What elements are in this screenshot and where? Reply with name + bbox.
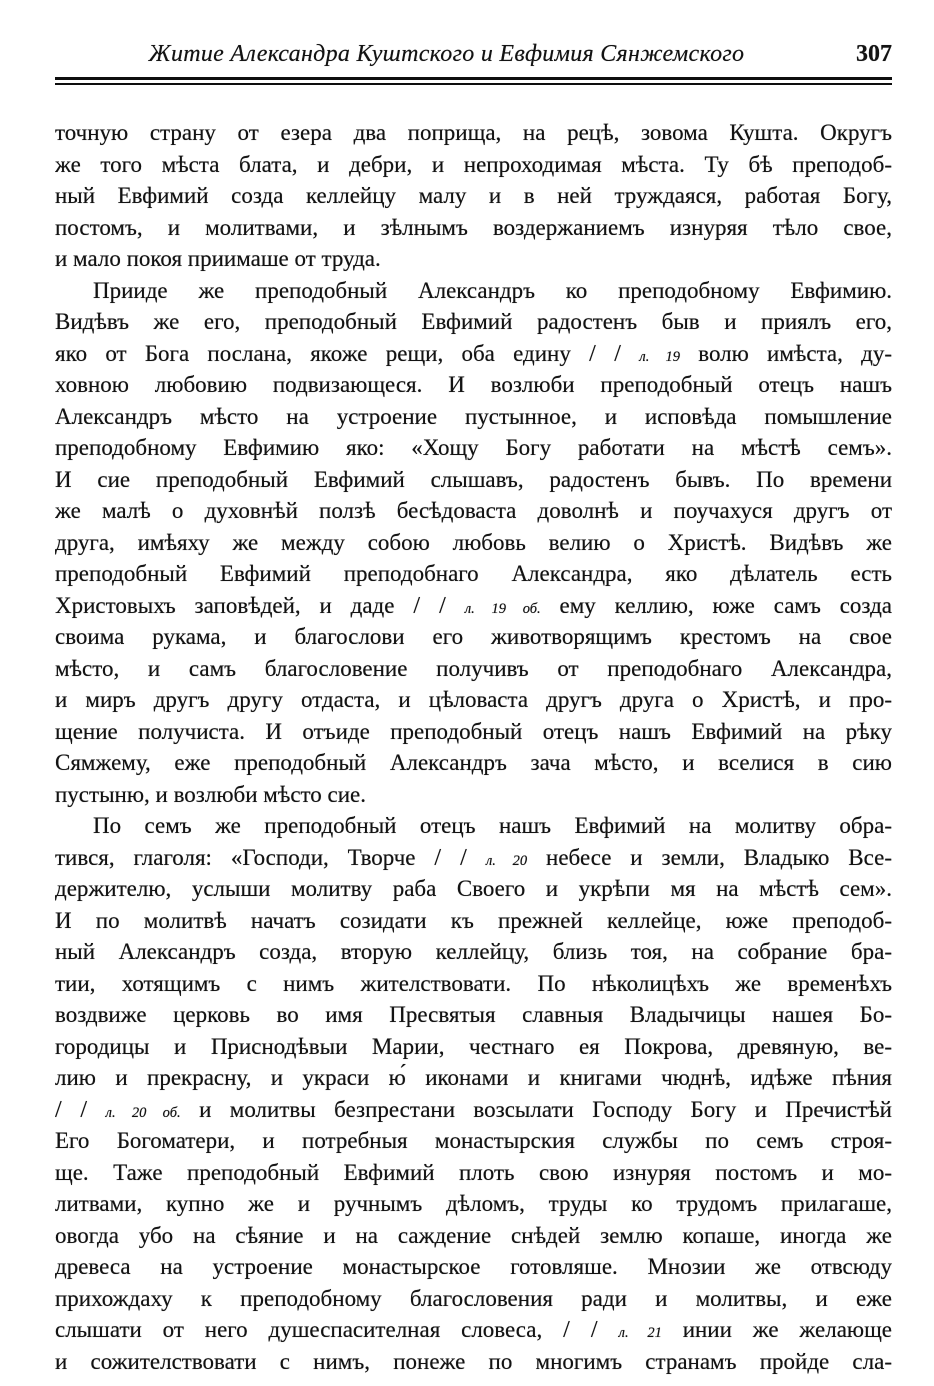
text-segment: и мало покоя приимаше от труда. <box>55 246 381 271</box>
text-segment: ще. Таже преподобный Евфимий плоть свою изнуряя постомъ и мо- <box>55 1159 892 1185</box>
header-double-rule <box>55 77 892 85</box>
text-segment: тився, глаголя: «Господи, Творче <box>55 844 435 870</box>
text-segment: друга, имѣяху же между собою любовь велию о Христѣ. Видѣвъ же <box>55 529 892 555</box>
text-segment: волю имѣста, ду- <box>680 340 892 366</box>
text-segment: Сямжему, еже преподобный Александръ зача мѣсто, и вселися в сию <box>55 750 892 775</box>
running-title: Житие Александра Куштского и Евфимия Сянжемского <box>148 41 745 67</box>
text-segment: городицы и Приснодѣвыи Марии, честнаго ея Покрова, древяную, ве- <box>55 1033 892 1059</box>
text-segment: и миръ другъ другу отдаста, и цѣловаста другъ друга о Христѣ, и про- <box>55 687 892 712</box>
text-segment: Христовыхъ заповѣдей, и даде <box>55 592 414 618</box>
text-line <box>55 1283 892 1315</box>
text-line <box>55 590 892 622</box>
text-segment: и молитвы безпрестани возсылати Господу Богу и Пречистѣй <box>180 1096 892 1122</box>
text-segment: литвами, купно же и ручнымъ дѣломъ, труды ко трудомъ прилагаше, <box>55 1191 892 1216</box>
text-segment: И по молитвѣ начатъ созидати къ прежней келлейце, юже преподоб- <box>55 907 892 933</box>
text-line <box>55 180 892 212</box>
text-line <box>55 495 892 527</box>
folio-slash-marker: / / <box>55 1096 106 1123</box>
text-segment: и сожителствовати с нимъ, понеже по многимъ странамъ пройде сла- <box>55 1348 892 1374</box>
text-line <box>55 527 892 559</box>
text-segment: Прииде же преподобный Александръ ко преподобному Евфимию. <box>93 277 892 303</box>
text-line <box>55 716 892 748</box>
text-line <box>55 810 892 842</box>
text-line <box>55 1251 892 1283</box>
text-segment: Его Богоматери, и потребныя монастырския службы по семъ строя- <box>55 1128 892 1153</box>
text-segment: Видѣвъ же его, преподобный Евфимий радостенъ быв и приялъ его, <box>55 309 892 334</box>
folio-slash-marker: / / <box>434 844 486 871</box>
text-segment: Александръ мѣсто на устроение пустынное, и исповѣда помышление <box>55 403 892 429</box>
text-segment: пустыню, и возлюби мѣсто сие. <box>55 781 367 807</box>
text-line <box>55 1062 892 1094</box>
text-segment: лию и прекрасну, и украси ю́ иконами и книгами чюднѣ, идѣже пѣния <box>55 1065 892 1090</box>
text-line <box>55 306 892 338</box>
text-segment: древеса на устроение монастырское готовляше. Мнозии же отвсюду <box>55 1254 892 1279</box>
text-segment: ный Александръ созда, вторую келлейцу, близь тоя, на собрание бра- <box>55 939 892 964</box>
text-line <box>55 149 892 181</box>
text-line <box>55 369 892 401</box>
text-line <box>55 653 892 685</box>
text-segment: слышати от него душеспасителная словеса, <box>55 1317 564 1342</box>
text-line <box>55 1220 892 1252</box>
text-segment: постомъ, и молитвами, и зѣлнымъ воздержаниемъ изнуряя тѣло свое, <box>55 214 892 240</box>
paragraph <box>55 117 892 275</box>
text-line <box>55 621 892 653</box>
text-segment: точную страну от езера два поприща, на рецѣ, зовома Кушта. Округъ <box>55 120 892 145</box>
page-header <box>55 40 892 68</box>
text-segment: же того мѣста блата, и дебри, и непроходимая мѣста. Ту бѣ преподоб- <box>55 151 892 177</box>
text-segment: держителю, услыши молитву раба Своего и укрѣпи мя на мѣстѣ сем». <box>55 876 892 901</box>
text-segment: тии, хотящимъ с нимъ жителствовати. По нѣколицѣхъ же временѣхъ <box>55 970 892 996</box>
text-segment: ему келлию, юже самъ созда <box>540 592 892 618</box>
text-segment: мѣсто, и самъ благословение получивъ от преподобнаго Александра, <box>55 655 892 681</box>
paragraph <box>55 275 892 811</box>
text-line <box>55 873 892 905</box>
text-line <box>55 558 892 590</box>
folio-reference: л. 19 об. <box>464 600 541 617</box>
text-line <box>55 684 892 716</box>
folio-slash-marker: / / <box>413 592 465 619</box>
text-line <box>55 1188 892 1220</box>
text-line <box>55 1314 892 1346</box>
text-line <box>55 999 892 1031</box>
text-segment: щение получиста. И отъиде преподобный отецъ нашъ Евфимий на рѣку <box>55 718 892 744</box>
text-line <box>55 905 892 937</box>
text-segment: преподобный Евфимий преподобнаго Александра, яко дѣлатель есть <box>55 561 892 586</box>
text-segment: ный Евфимий созда келлейцу малу и в ней труждаяся, работая Богу, <box>55 183 892 208</box>
text-line <box>55 1346 892 1378</box>
folio-reference: л. 20 <box>485 852 528 869</box>
text-line <box>55 936 892 968</box>
text-line <box>55 1157 892 1189</box>
folio-reference: л. 20 об. <box>105 1104 181 1121</box>
folio-reference: л. 21 <box>618 1325 662 1341</box>
text-segment: небесе и земли, Владыко Все- <box>527 844 892 870</box>
text-segment: овогда убо на сѣяние и на саждение снѣдей землю копаше, иногда же <box>55 1222 892 1248</box>
paragraph <box>55 810 892 1377</box>
text-segment: яко от Бога послана, якоже рещи, оба едину <box>55 340 590 366</box>
folio-slash-marker: / / <box>563 1317 619 1343</box>
folio-slash-marker: / / <box>589 340 640 367</box>
text-line <box>55 432 892 464</box>
text-line <box>55 243 892 275</box>
text-segment: ховною любовию подвизающеся. И возлюби преподобный отецъ нашъ <box>55 372 892 397</box>
text-line <box>55 968 892 1000</box>
text-line <box>55 464 892 496</box>
text-segment: По семъ же преподобный отецъ нашъ Евфимий на молитву обра- <box>93 813 892 838</box>
text-line <box>55 1094 892 1126</box>
text-line <box>55 747 892 779</box>
page-number: 307 <box>856 41 892 67</box>
text-line <box>55 1031 892 1063</box>
text-segment: И сие преподобный Евфимий слышавъ, радостенъ бывъ. По времени <box>55 466 892 492</box>
folio-reference: л. 19 <box>639 348 680 365</box>
text-line <box>55 842 892 874</box>
text-segment: же малѣ о духовнѣй ползѣ бесѣдоваста доволнѣ и поучахуся другъ от <box>55 498 892 523</box>
text-segment: прихождаху к преподобному благословения ради и молитвы, и еже <box>55 1285 892 1311</box>
text-line <box>55 275 892 307</box>
text-segment: преподобному Евфимию яко: «Хощу Богу работати на мѣстѣ семъ». <box>55 435 892 460</box>
text-block <box>55 117 892 1377</box>
text-line <box>55 401 892 433</box>
text-line <box>55 212 892 244</box>
text-line <box>55 779 892 811</box>
text-line <box>55 1125 892 1157</box>
text-line <box>55 117 892 149</box>
text-segment: воздвиже церковь во имя Пресвятыя славныя Владычицы нашея Бо- <box>55 1002 892 1027</box>
text-segment: инии же желающе <box>661 1317 892 1342</box>
text-segment: своима рукама, и благослови его животворящимъ крестомъ на свое <box>55 624 892 649</box>
text-line <box>55 338 892 370</box>
